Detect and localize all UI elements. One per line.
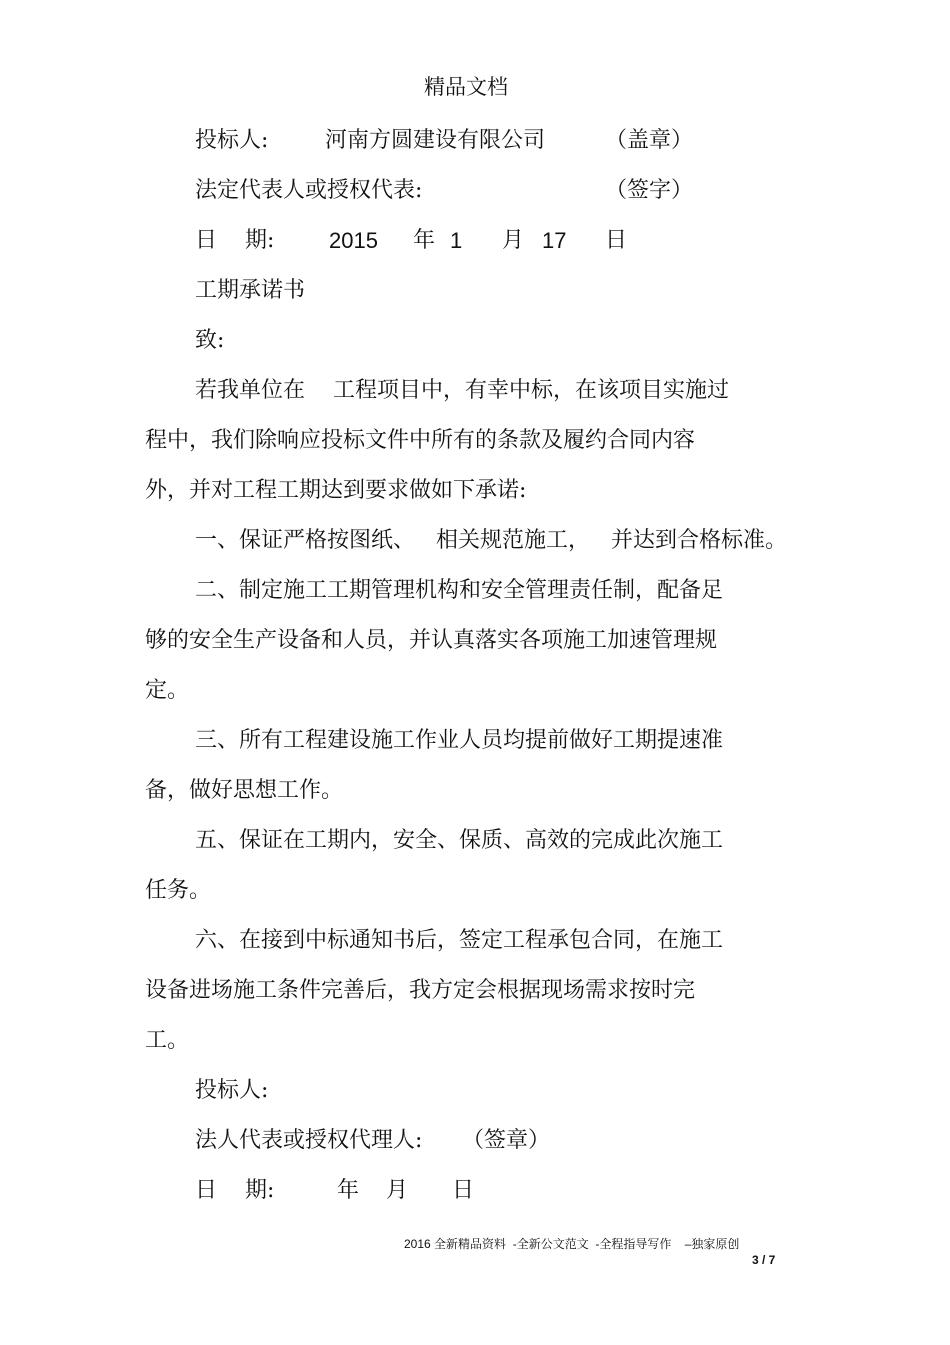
pledge-item-6-line-1: 六、在接到中标通知书后，签定工程承包合同，在施工 bbox=[195, 928, 724, 953]
intro-line-3: 外，并对工程工期达到要求做如下承诺: bbox=[145, 478, 527, 503]
pledge-item-5-line-1: 五、保证在工期内，安全、保质、高效的完成此次施工 bbox=[195, 828, 724, 853]
bottom-date-day-unit: 日 bbox=[452, 1178, 475, 1203]
date-month-unit: 月 bbox=[502, 228, 525, 253]
bottom-seal-note: （签章） bbox=[462, 1128, 551, 1153]
pledge-item-2-line-1: 二、制定施工工期管理机构和安全管理责任制，配备足 bbox=[195, 578, 724, 603]
date-day-value: 17 bbox=[542, 228, 567, 253]
page-header-title: 精品文档 bbox=[424, 75, 508, 99]
pledge-item-2-line-2: 够的安全生产设备和人员，并认真落实各项施工加速管理规 bbox=[145, 628, 718, 653]
bottom-date-month-unit: 月 bbox=[386, 1178, 409, 1203]
bottom-date-label-char-1: 日 bbox=[195, 1178, 218, 1203]
bottom-bidder-label: 投标人: bbox=[195, 1078, 269, 1103]
date-year-value: 2015 bbox=[329, 228, 378, 253]
seal-note: （盖章） bbox=[605, 128, 694, 153]
letter-title: 工期承诺书 bbox=[195, 278, 306, 303]
pledge-item-5-line-2: 任务。 bbox=[145, 878, 212, 903]
bidder-label: 投标人: bbox=[195, 128, 269, 153]
date-month-value: 1 bbox=[450, 228, 463, 253]
letter-salutation: 致: bbox=[195, 328, 225, 353]
pledge-item-6-line-2: 设备进场施工条件完善后，我方定会根据现场需求按时完 bbox=[145, 978, 696, 1003]
footer-tagline: 2016 全新精品资料 -全新公文范文 -全程指导写作 –独家原创 bbox=[404, 1237, 740, 1251]
pledge-item-1: 一、保证严格按图纸、 相关规范施工， 并达到合格标准。 bbox=[195, 528, 787, 553]
pledge-item-3-line-2: 备，做好思想工作。 bbox=[145, 778, 344, 803]
sign-note: （签字） bbox=[605, 178, 694, 203]
pledge-item-2-line-3: 定。 bbox=[145, 678, 190, 703]
bidder-name: 河南方圆建设有限公司 bbox=[325, 128, 546, 153]
bottom-date-year-unit: 年 bbox=[337, 1178, 360, 1203]
bottom-date-label-char-2: 期: bbox=[245, 1178, 275, 1203]
intro-line-1: 若我单位在 工程项目中，有幸中标，在该项目实施过 bbox=[195, 378, 729, 403]
pledge-item-3-line-1: 三、所有工程建设施工作业人员均提前做好工期提速准 bbox=[195, 728, 724, 753]
date-label-char-2: 期: bbox=[245, 228, 275, 253]
page-number: 3 / 7 bbox=[752, 1253, 776, 1267]
legal-rep-label: 法定代表人或授权代表: bbox=[195, 178, 423, 203]
intro-line-2: 程中，我们除响应投标文件中所有的条款及履约合同内容 bbox=[145, 428, 696, 453]
date-label-char-1: 日 bbox=[195, 228, 218, 253]
pledge-item-6-line-3: 工。 bbox=[145, 1028, 190, 1053]
date-year-unit: 年 bbox=[413, 228, 436, 253]
bottom-legal-rep-label: 法人代表或授权代理人: bbox=[195, 1128, 423, 1153]
date-day-unit: 日 bbox=[605, 228, 628, 253]
